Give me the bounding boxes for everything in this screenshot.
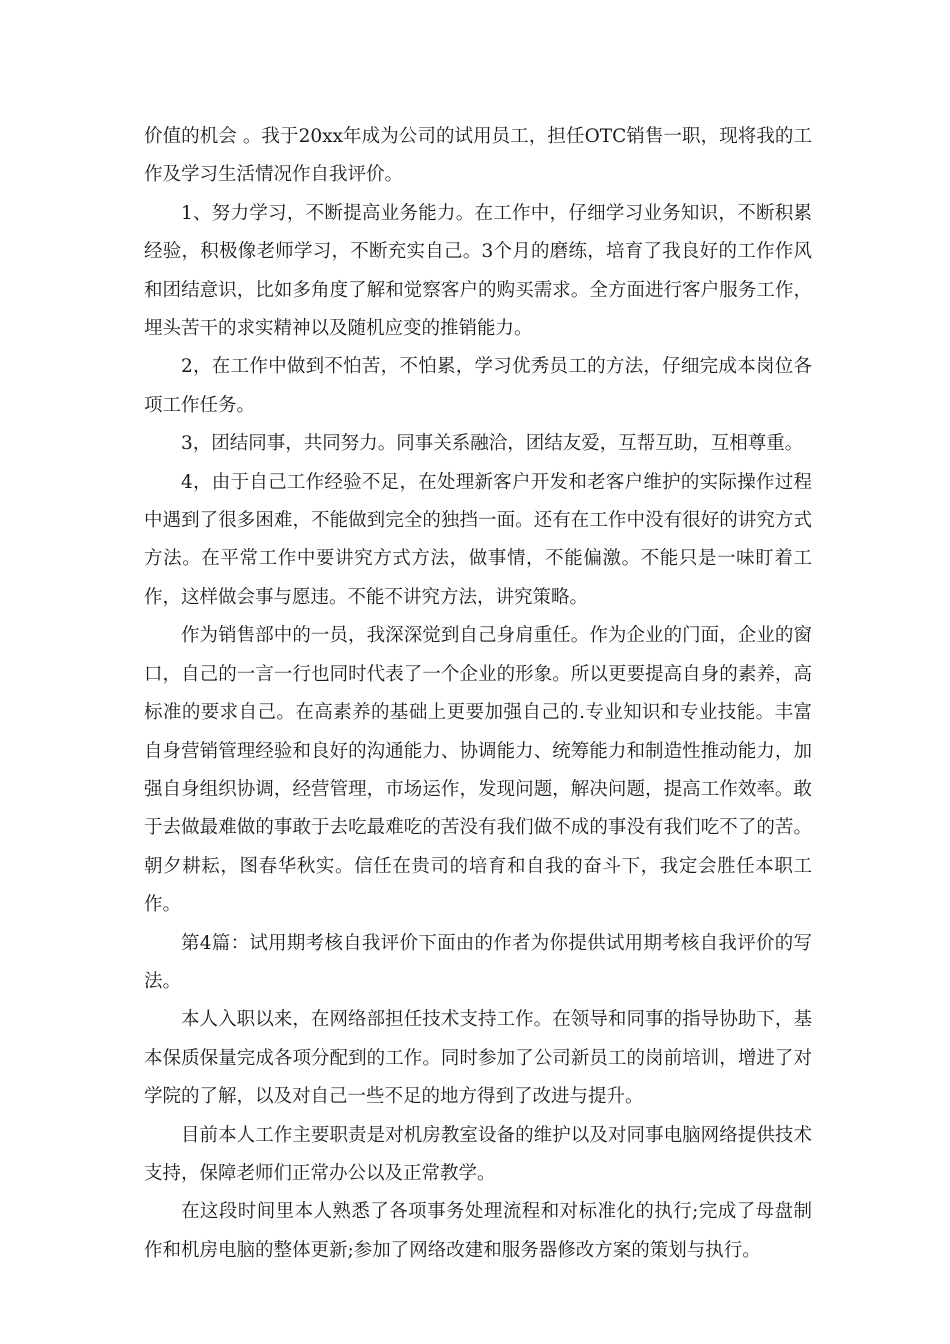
paragraph: 4，由于自己工作经验不足，在处理新客户开发和老客户维护的实际操作过程中遇到了很多困难，不能做到完全的独挡一面。还有在工作中没有很好的讲究方式方法。在平常工作中要讲究方式方法，做事情，不能偏激。不能只是一味盯着工作，这样做会事与愿违。不能不讲究方法，讲究策略。 xyxy=(144,471,812,608)
paragraph: 3，团结同事，共同努力。同事关系融洽，团结友爱，互帮互助，互相尊重。 xyxy=(181,433,804,455)
paragraph: 2，在工作中做到不怕苦，不怕累，学习优秀员工的方法，仔细完成本岗位各项工作任务。 xyxy=(144,356,812,416)
paragraph: 作为销售部中的一员，我深深觉到自己身肩重任。作为企业的门面，企业的窗口，自己的一言一行也同时代表了一个企业的形象。所以更要提高自身的素养，高标准的要求自己。在高素养的基础上更要加强自己的.专业知识和专业技能。丰富自身营销管理经验和良好的沟通能力、协调能力、统筹能力和制造性推动能力，加强自身组织协调，经营管理，市场运作，发现问题，解决问题，提高工作效率。敢于去做最难做的事敢于去吃最难吃的苦没有我们做不成的事没有我们吃不了的苦。朝夕耕耘，图春华秋实。信任在贵司的培育和自我的奋斗下，我定会胜任本职工作。 xyxy=(144,625,812,916)
paragraph: 价值的机会 。我于20xx年成为公司的试用员工，担任OTC销售一职，现将我的工作及学习生活情况作自我评价。 xyxy=(144,126,812,186)
paragraph: 1、努力学习，不断提高业务能力。在工作中，仔细学习业务知识，不断积累经验，积极像老师学习，不断充实自己。3个月的磨练，培育了我良好的工作作风和团结意识，比如多角度了解和觉察客户的购买需求。全方面进行客户服务工作，埋头苦干的求实精神以及随机应变的推销能力。 xyxy=(144,202,812,340)
paragraph: 本人入职以来，在网络部担任技术支持工作。在领导和同事的指导协助下，基本保质保量完成各项分配到的工作。同时参加了公司新员工的岗前培训，增进了对学院的了解，以及对自己一些不足的地方得到了改进与提升。 xyxy=(144,1009,812,1108)
paragraph: 在这段时间里本人熟悉了各项事务处理流程和对标准化的执行;完成了母盘制作和机房电脑的整体更新;参加了网络改建和服务器修改方案的策划与执行。 xyxy=(144,1201,812,1261)
paragraph: 目前本人工作主要职责是对机房教室设备的维护以及对同事电脑网络提供技术支持，保障老师们正常办公以及正常教学。 xyxy=(144,1124,812,1184)
document-body xyxy=(144,118,812,1270)
paragraph: 第4篇：试用期考核自我评价下面由的作者为你提供试用期考核自我评价的写法。 xyxy=(144,932,812,992)
